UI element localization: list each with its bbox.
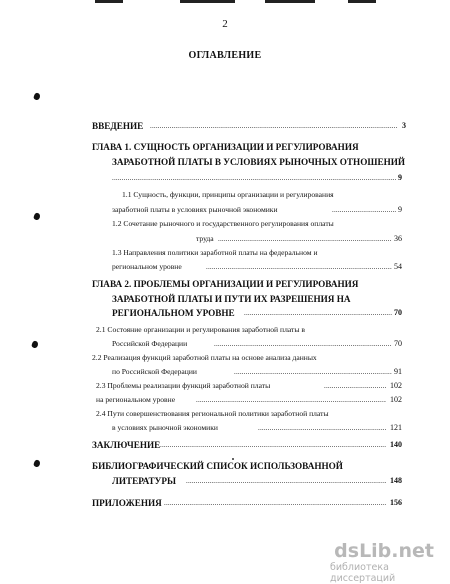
toc-section-2-3-page: 102 [390,381,402,390]
toc-section-1-1-page: 9 [398,205,402,214]
toc-section-1-1-line2: заработной платы в условиях рыночной экономики [112,205,278,214]
toc-bibliography-line2: ЛИТЕРАТУРЫ [112,476,177,486]
toc-section-1-2-page: 36 [394,234,402,243]
toc-leader-dots [214,340,392,348]
toc-chapter1-line1: ГЛАВА 1. СУЩНОСТЬ ОРГАНИЗАЦИИ И РЕГУЛИРОВАНИЯ [92,142,359,152]
toc-leader-dots [332,206,396,214]
toc-section-2-1-line1: 2.1 Состояние организации и регулирования заработной платы в [96,325,305,334]
toc-section-2-1-page: 70 [394,339,402,348]
toc-section-1-3-line2: региональном уровне [112,262,182,271]
toc-leader-dots [258,424,386,432]
toc-section-1-2-line2: труда [196,234,214,243]
toc-appendix-label: ПРИЛОЖЕНИЯ [92,498,162,508]
toc-section-2-2-line1: 2.2 Реализация функций заработной платы на основе анализа данных [92,353,317,362]
toc-leader-dots [186,477,386,485]
toc-leader-dots [112,174,396,182]
toc-conclusion-label: ЗАКЛЮЧЕНИЕ [92,440,161,450]
page-number: 2 [222,18,228,30]
toc-leader-dots [234,368,392,376]
toc-chapter1-page: 9 [398,173,402,182]
toc-leader-dots [244,309,392,317]
binder-hole-mark [33,212,41,221]
toc-section-1-3-line1: 1.3 Направления политики заработной платы на федеральном и [112,248,318,257]
toc-leader-dots [150,122,398,130]
toc-bibliography-line1: БИБЛИОГРАФИЧЕСКИЙ СПИСОК ИСПОЛЬЗОВАННОЙ [92,461,343,471]
toc-leader-dots [206,263,392,271]
toc-bibliography-page: 148 [390,476,402,485]
toc-section-2-4-page: 121 [390,423,402,432]
watermark-logo: dsLib.net [334,540,434,562]
toc-leader-dots [164,499,386,507]
toc-section-2-3-page-repeat: 102 [390,395,402,404]
toc-leader-dots [196,396,386,404]
toc-section-2-3-line1: 2.3 Проблемы реализации функций заработной платы [96,381,271,390]
toc-chapter2-page: 70 [394,308,402,317]
toc-section-1-3-page: 54 [394,262,402,271]
scan-artifact [265,0,315,3]
toc-conclusion-page: 140 [390,440,402,449]
binder-hole-mark [33,92,41,101]
toc-chapter1-line2: ЗАРАБОТНОЙ ПЛАТЫ В УСЛОВИЯХ РЫНОЧНЫХ ОТНОШЕНИЙ [112,157,406,167]
scan-artifact [95,0,123,3]
scan-artifact [348,0,376,3]
toc-chapter2-line2: ЗАРАБОТНОЙ ПЛАТЫ И ПУТИ ИХ РАЗРЕШЕНИЯ НА [112,294,351,304]
binder-hole-mark [33,459,41,468]
toc-leader-dots [324,382,386,390]
toc-intro-label: ВВЕДЕНИЕ [92,121,144,131]
toc-leader-dots [160,441,386,449]
page-title: ОГЛАВЛЕНИЕ [188,50,262,61]
toc-section-2-1-line2: Российской Федерации [112,339,188,348]
toc-section-2-4-line1: 2.4 Пути совершенствования региональной политики заработной платы [96,409,329,418]
toc-section-1-2-line1: 1.2 Сочетание рыночного и государственного регулирования оплаты [112,219,334,228]
toc-section-1-1-line1: 1.1 Сущность, функции, принципы организации и регулирования [122,190,334,199]
watermark [330,540,440,584]
toc-chapter2-line3: РЕГИОНАЛЬНОМ УРОВНЕ [112,308,235,318]
toc-intro-page: 3 [402,121,406,130]
toc-section-2-2-page: 91 [394,367,402,376]
toc-chapter2-line1: ГЛАВА 2. ПРОБЛЕМЫ ОРГАНИЗАЦИИ И РЕГУЛИРОВАНИЯ [92,279,359,289]
scan-speck [232,458,234,460]
scan-artifact [180,0,235,3]
binder-hole-mark [31,340,39,349]
toc-section-2-4-line2: в условиях рыночной экономики [112,423,218,432]
toc-section-2-2-line2: по Российской Федерации [112,367,197,376]
toc-appendix-page: 156 [390,498,402,507]
toc-leader-dots [218,235,392,243]
watermark-subtitle: библиотека диссертаций [330,562,396,584]
toc-section-2-3-line2: на региональном уровне [96,395,176,404]
